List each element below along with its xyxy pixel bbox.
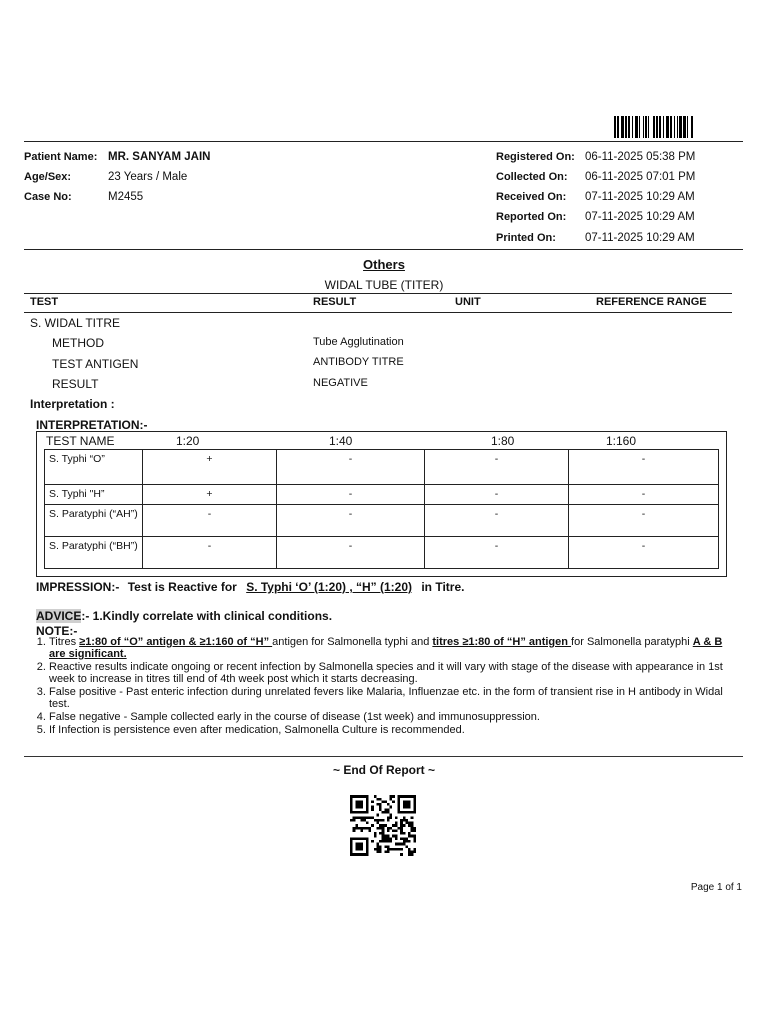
result-value: NEGATIVE — [313, 377, 368, 389]
case-no-value: M2455 — [108, 191, 144, 203]
registered-value: 06-11-2025 05:38 PM — [585, 151, 696, 163]
advice — [36, 609, 332, 623]
notes-list — [36, 636, 739, 737]
cell-value: - — [143, 537, 277, 569]
printed-value: 07-11-2025 10:29 AM — [585, 232, 695, 244]
collected-label: Collected On: — [496, 171, 568, 183]
list-item: 5. If Infection is persistence even after medication, Salmonella Culture is recommended. — [49, 724, 739, 736]
column-header-top-rule — [24, 293, 732, 294]
impression — [36, 580, 464, 594]
cell-value: - — [569, 450, 719, 485]
cell-value: - — [425, 485, 569, 505]
cell-value: + — [143, 485, 277, 505]
cell-value: - — [425, 537, 569, 569]
table-row — [45, 450, 719, 485]
registered-label: Registered On: — [496, 151, 575, 163]
table-row — [45, 537, 719, 569]
cell-value: - — [425, 505, 569, 537]
cell-value: - — [277, 450, 425, 485]
age-sex-value: 23 Years / Male — [108, 171, 188, 183]
cell-value: + — [143, 450, 277, 485]
advice-label: ADVICE — [36, 609, 82, 623]
list-item: 4. False negative - Sample collected early in the course of disease (1st week) and immunosuppression. — [49, 711, 739, 723]
interpretation-label: Interpretation : — [30, 397, 115, 411]
row-name: S. Paratyphi (“AH”) — [45, 505, 143, 537]
widal-heading: INTERPRETATION:- — [36, 418, 148, 432]
barcode — [614, 116, 745, 138]
list-item: 3. False positive - Past enteric infection during unrelated fevers like Malaria, Influenzae etc. in the form of transient rise in H antibody in Widal test. — [49, 686, 739, 710]
widal-table — [44, 449, 719, 569]
printed-label: Printed On: — [496, 232, 556, 244]
col-result: RESULT — [313, 296, 357, 308]
end-of-report: ~ End Of Report ~ — [332, 763, 435, 777]
advice-text: :- 1.Kindly correlate with clinical conditions. — [81, 609, 333, 623]
col-reference-range: REFERENCE RANGE — [596, 296, 707, 308]
test-name: S. WIDAL TITRE — [30, 316, 121, 330]
page-number: Page 1 of 1 — [690, 882, 742, 893]
section-title: Others — [363, 257, 405, 272]
section-subtitle: WIDAL TUBE (TITER) — [324, 278, 444, 292]
antigen-value: ANTIBODY TITRE — [313, 356, 404, 368]
received-label: Received On: — [496, 191, 567, 203]
widal-header-1-80: 1:80 — [491, 434, 515, 448]
collected-value: 06-11-2025 07:01 PM — [585, 171, 696, 183]
cell-value: - — [277, 537, 425, 569]
widal-header-1-160: 1:160 — [606, 434, 637, 448]
row-name: S. Typhi “O” — [45, 450, 143, 485]
method-label: METHOD — [52, 336, 104, 350]
received-value: 07-11-2025 10:29 AM — [585, 191, 695, 203]
reported-value: 07-11-2025 10:29 AM — [585, 211, 695, 223]
impression-highlight: S. Typhi ‘O’ (1:20) , “H” (1:20) — [246, 580, 412, 594]
col-unit: UNIT — [455, 296, 481, 308]
widal-header-1-40: 1:40 — [329, 434, 353, 448]
case-no-label: Case No: — [24, 191, 72, 203]
cell-value: - — [277, 505, 425, 537]
cell-value: - — [569, 537, 719, 569]
col-test: TEST — [30, 296, 59, 308]
reported-label: Reported On: — [496, 211, 567, 223]
cell-value: - — [425, 450, 569, 485]
patient-name-value: MR. SANYAM JAIN — [108, 151, 211, 163]
cell-value: - — [143, 505, 277, 537]
cell-value: - — [277, 485, 425, 505]
footer-rule — [24, 756, 743, 757]
antigen-label: TEST ANTIGEN — [52, 357, 139, 371]
list-item: 2. Reactive results indicate ongoing or recent infection by Salmonella species and it will vary with stage of the disease with appearance in 1st week to increase in titres till end of 4th week post which it starts decreasing. — [49, 661, 739, 685]
age-sex-label: Age/Sex: — [24, 171, 72, 183]
impression-label: IMPRESSION:- — [36, 580, 120, 594]
qr-code-icon — [350, 795, 416, 856]
widal-header-1-20: 1:20 — [176, 434, 200, 448]
table-row — [45, 505, 719, 537]
row-name: S. Paratyphi (“BH”) — [45, 537, 143, 569]
method-value: Tube Agglutination — [313, 336, 404, 348]
table-row — [45, 485, 719, 505]
header-bottom-rule — [24, 249, 743, 250]
cell-value: - — [569, 485, 719, 505]
impression-text-end: in Titre. — [421, 580, 465, 594]
result-label: RESULT — [52, 377, 99, 391]
cell-value: - — [569, 505, 719, 537]
column-header-bottom-rule — [24, 312, 732, 313]
widal-header-test-name: TEST NAME — [46, 434, 115, 448]
impression-text: Test is Reactive for — [127, 580, 237, 594]
note-label: NOTE:- — [36, 624, 78, 638]
row-name: S. Typhi "H” — [45, 485, 143, 505]
list-item: 1. Titres ≥1:80 of “O” antigen & ≥1:160 of “H” antigen for Salmonella typhi and titres ≥1:80 of “H” antigen for Salmonella paratyphi A & B are significant. — [49, 636, 739, 660]
header-top-rule — [24, 141, 743, 142]
patient-name-label: Patient Name: — [24, 151, 98, 163]
